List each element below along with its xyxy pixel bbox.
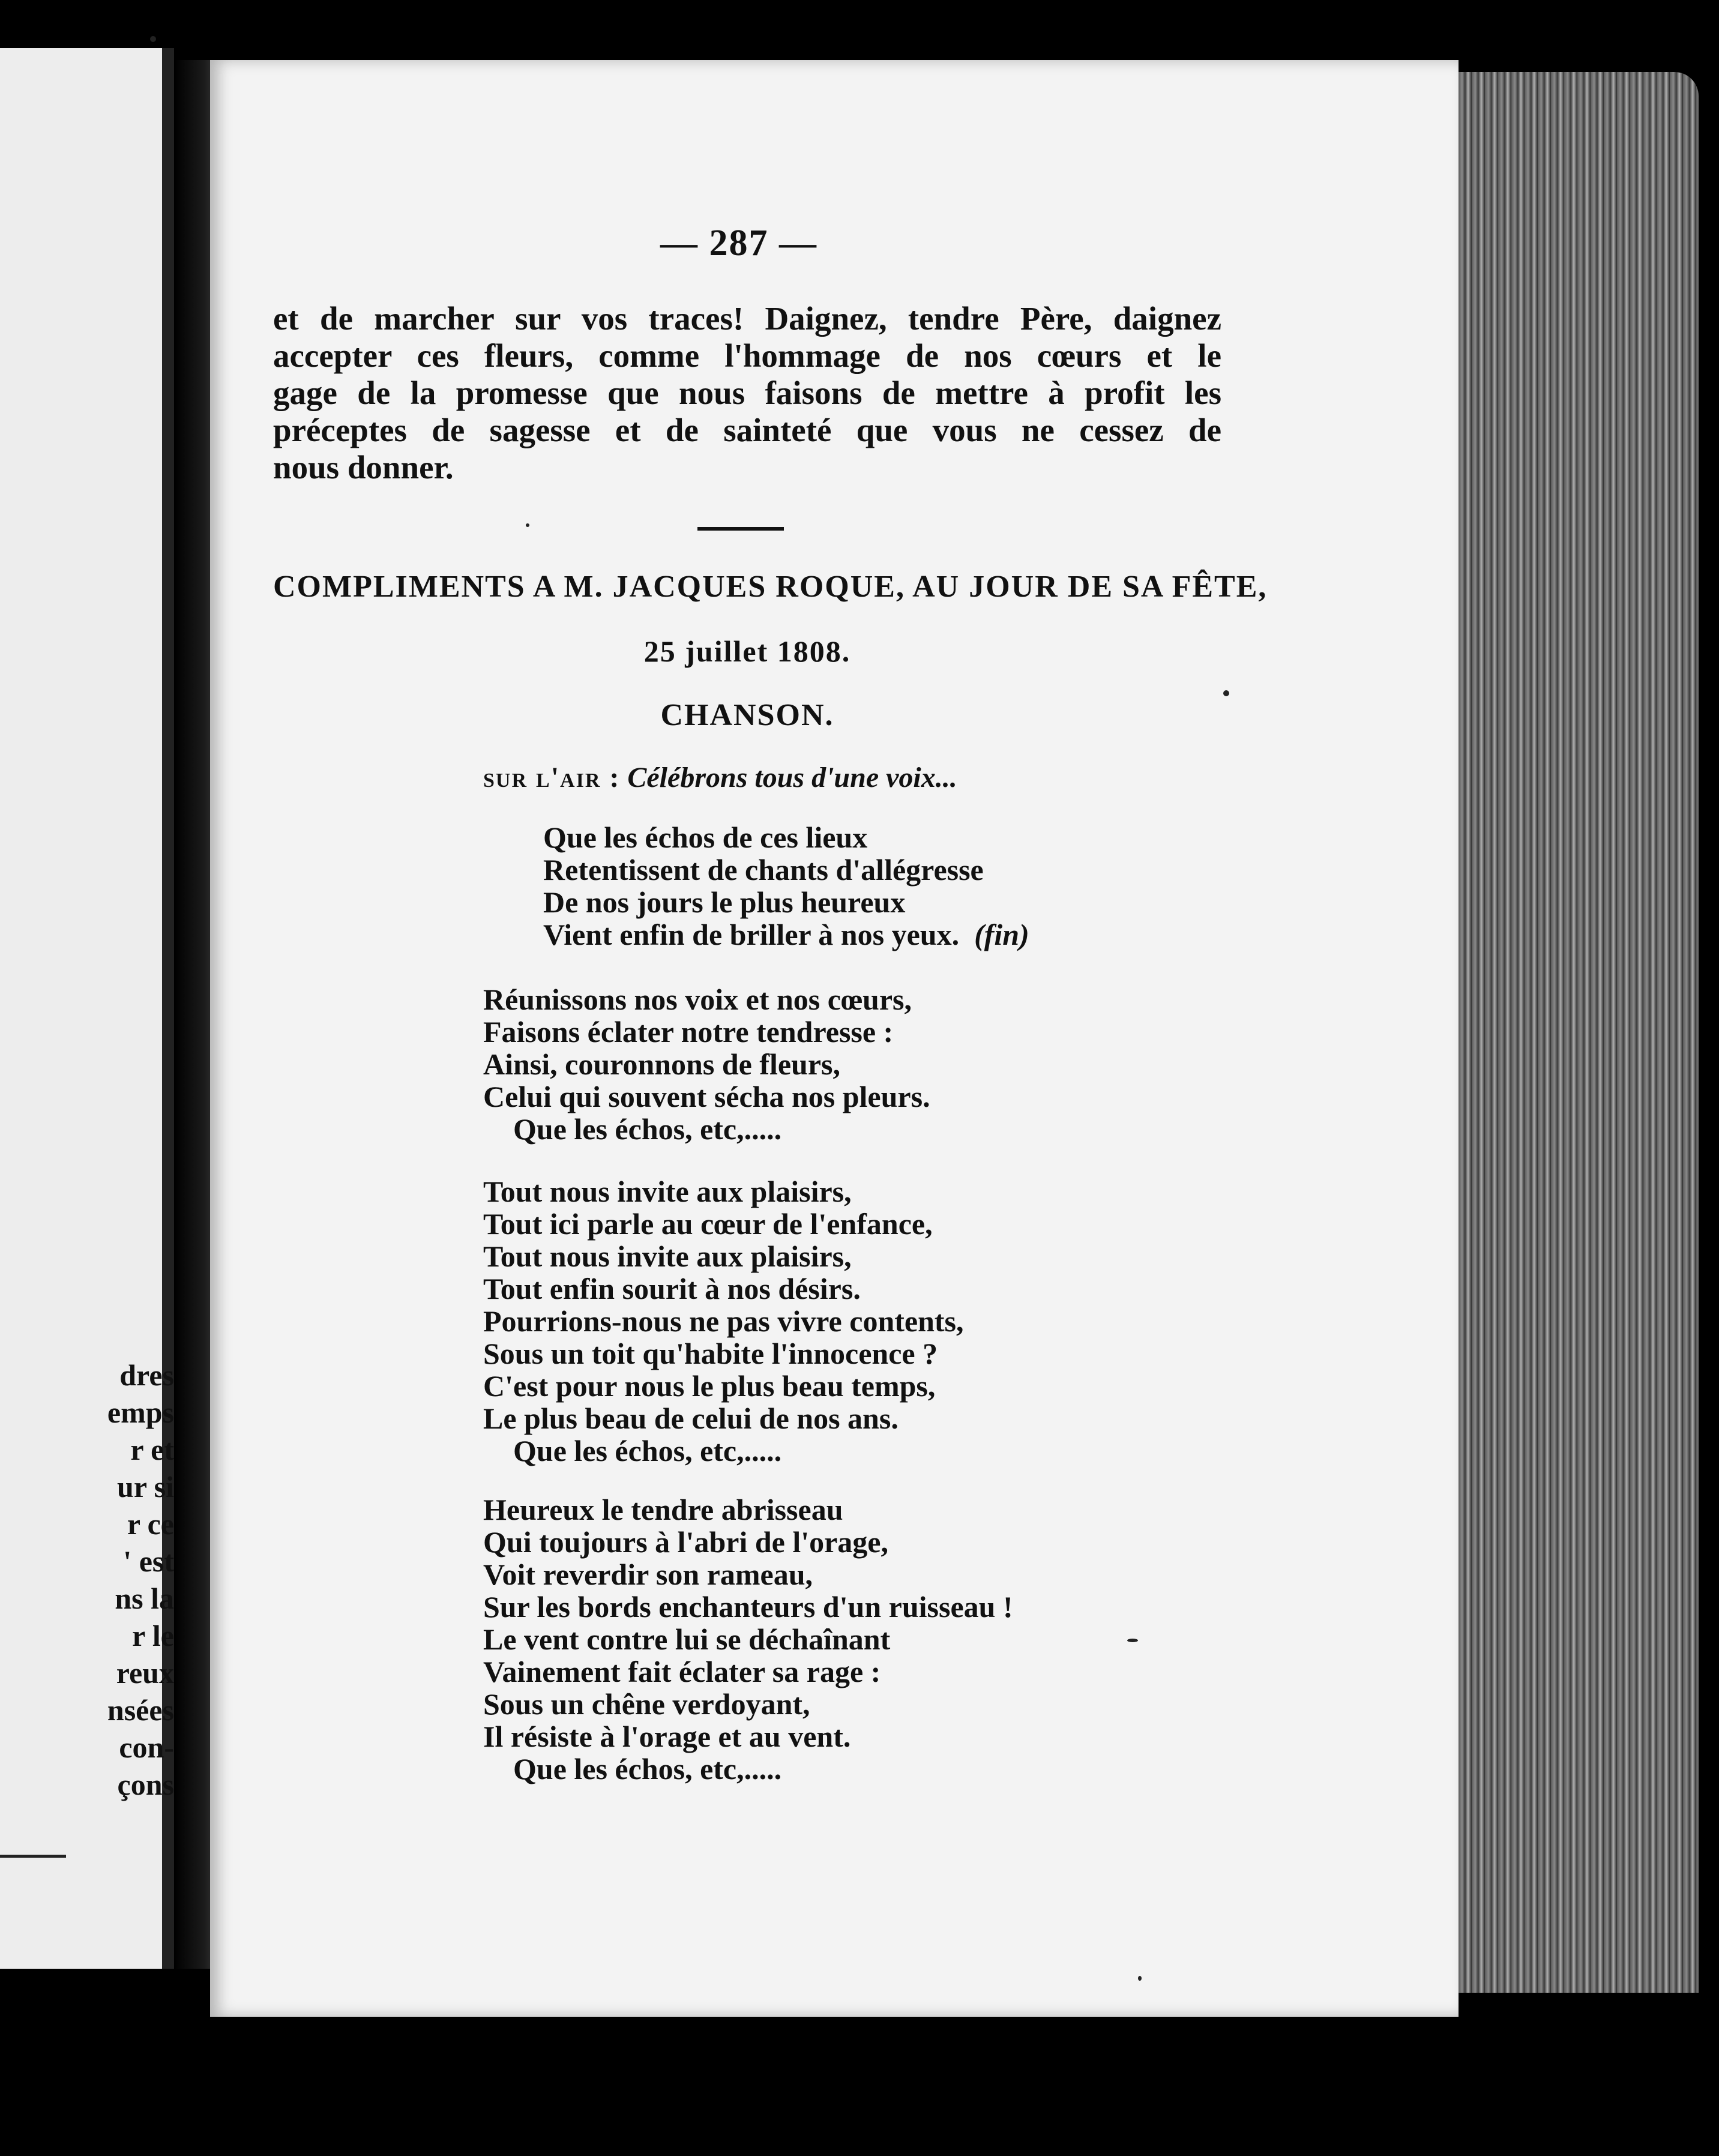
left-fragment: emps bbox=[107, 1396, 174, 1429]
stanza-4 bbox=[483, 1493, 1013, 1785]
verse-line: Pourrions-nous ne pas vivre contents, bbox=[483, 1304, 964, 1338]
verse-line: De nos jours le plus heureux bbox=[543, 885, 906, 919]
verse-line: Celui qui souvent sécha nos pleurs. bbox=[483, 1080, 930, 1113]
verse-line: Tout enfin sourit à nos désirs. bbox=[483, 1272, 861, 1305]
verse-line: C'est pour nous le plus beau temps, bbox=[483, 1369, 936, 1403]
verse-text: Vient enfin de briller à nos yeux. bbox=[543, 918, 960, 951]
left-fragment: con- bbox=[119, 1730, 174, 1764]
verse-line: Ainsi, couronnons de fleurs, bbox=[483, 1047, 841, 1081]
verse-line: Tout nous invite aux plaisirs, bbox=[483, 1239, 852, 1273]
intro-line: et de marcher sur vos traces! Daignez, tendre Père, daignez bbox=[273, 300, 1221, 337]
intro-line: nous donner. bbox=[273, 449, 454, 486]
stanza-3 bbox=[483, 1175, 964, 1467]
verse-line: Le vent contre lui se déchaînant bbox=[483, 1622, 891, 1656]
page-number: — 287 — bbox=[660, 223, 817, 263]
verse-line: Réunissons nos voix et nos cœurs, bbox=[483, 983, 912, 1016]
air-line bbox=[483, 761, 957, 794]
verse-line: Sur les bords enchanteurs d'un ruisseau ! bbox=[483, 1590, 1013, 1624]
ink-speck bbox=[1223, 690, 1229, 696]
verse-line: Sous un chêne verdoyant, bbox=[483, 1687, 810, 1721]
left-fragment: ur si bbox=[117, 1470, 174, 1504]
intro-paragraph bbox=[273, 300, 1221, 486]
verse-line: Tout ici parle au cœur de l'enfance, bbox=[483, 1207, 933, 1241]
section-heading: COMPLIMENTS A M. JACQUES ROQUE, AU JOUR DE SA FÊTE, bbox=[273, 570, 1268, 604]
verse-line: Voit reverdir son rameau, bbox=[483, 1558, 813, 1591]
left-fragment: çons bbox=[117, 1768, 174, 1801]
left-fragment: reux bbox=[116, 1656, 174, 1690]
left-fragment: r et bbox=[130, 1433, 174, 1466]
verse-line: Le plus beau de celui de nos ans. bbox=[483, 1402, 899, 1435]
intro-line: préceptes de sagesse et de sainteté que vous ne cessez de bbox=[273, 412, 1221, 448]
verse-line: Heureux le tendre abrisseau bbox=[483, 1493, 843, 1526]
verse-line: Vainement fait éclater sa rage : bbox=[483, 1655, 881, 1688]
stanza-2 bbox=[483, 983, 930, 1145]
ink-speck bbox=[1138, 1976, 1142, 1981]
ink-speck bbox=[526, 523, 529, 527]
stanza-1 bbox=[483, 821, 1029, 951]
left-fragment: nsées bbox=[107, 1693, 174, 1727]
verse-line: Faisons éclater notre tendresse : bbox=[483, 1015, 894, 1049]
intro-line: gage de la promesse que nous faisons de mettre à profit les bbox=[273, 375, 1221, 411]
verse-line: Qui toujours à l'abri de l'orage, bbox=[483, 1525, 888, 1559]
air-label: sur l'air : bbox=[483, 762, 621, 793]
refrain-line: Que les échos, etc,..... bbox=[513, 1434, 782, 1468]
date-line: 25 juillet 1808. bbox=[643, 634, 851, 668]
ink-speck bbox=[150, 36, 156, 42]
verse-line: Sous un toit qu'habite l'innocence ? bbox=[483, 1337, 938, 1370]
left-fragment: ns la bbox=[115, 1582, 174, 1615]
verse-line: Retentissent de chants d'allégresse bbox=[543, 853, 984, 887]
refrain-line: Que les échos, etc,..... bbox=[513, 1752, 782, 1786]
left-fragment: dres bbox=[119, 1358, 174, 1392]
refrain-line: Que les échos, etc,..... bbox=[513, 1112, 782, 1146]
left-fragment: ' est bbox=[123, 1544, 174, 1578]
fin-marker: (fin) bbox=[974, 918, 1029, 951]
verse-line bbox=[483, 918, 1029, 951]
page-edges-stack bbox=[1459, 72, 1699, 1993]
intro-line: accepter ces fleurs, comme l'hommage de nos cœurs et le bbox=[273, 337, 1221, 374]
left-facing-page bbox=[0, 48, 174, 1969]
section-separator bbox=[697, 527, 784, 531]
left-page-text-fragments bbox=[102, 1357, 174, 1803]
song-title: CHANSON. bbox=[660, 698, 834, 732]
ink-speck bbox=[1127, 1639, 1138, 1642]
verse-line: Tout nous invite aux plaisirs, bbox=[483, 1175, 852, 1208]
verse-line: Que les échos de ces lieux bbox=[543, 821, 868, 854]
left-page-rule bbox=[0, 1855, 66, 1858]
left-fragment: r ce bbox=[127, 1507, 174, 1541]
verse-line: Il résiste à l'orage et au vent. bbox=[483, 1720, 851, 1753]
left-fragment: r le bbox=[132, 1619, 174, 1652]
air-tune: Célébrons tous d'une voix... bbox=[627, 762, 957, 793]
